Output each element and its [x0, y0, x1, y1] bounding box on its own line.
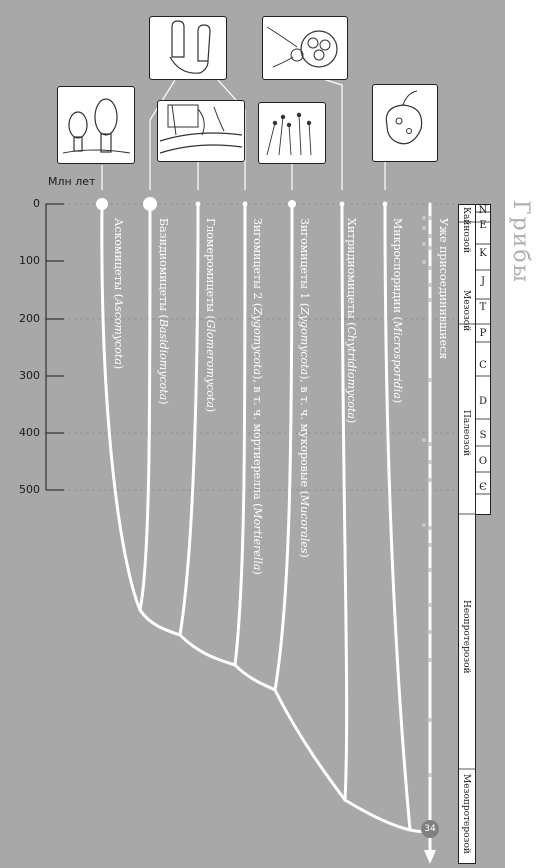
label-latin: Basidiomycota	[157, 318, 170, 401]
era-neoproterozoic: Неопротерозой	[461, 600, 471, 674]
tick-label-300: 300	[19, 369, 40, 382]
chytrid-illustration	[372, 84, 438, 162]
label-name: Гломеромицеты	[204, 218, 217, 312]
label-name: Зигомицеты 1	[298, 218, 311, 300]
period-c: C	[479, 360, 487, 371]
tick-label-400: 400	[19, 426, 40, 439]
period-cambrian: Є	[479, 482, 487, 493]
label-name: Базидиомицеты	[157, 218, 170, 312]
dot	[428, 234, 432, 238]
node-zygo1	[288, 200, 296, 208]
axis-ticks	[46, 204, 64, 490]
dot	[428, 442, 432, 446]
dot	[422, 438, 426, 442]
dot	[422, 260, 426, 264]
label-joined	[438, 218, 449, 359]
branch-zygo1	[275, 204, 292, 690]
period-o: O	[478, 456, 488, 467]
tick-label-200: 200	[19, 312, 40, 325]
dot	[422, 226, 426, 230]
tick-label-0: 0	[33, 197, 40, 210]
label-glomeromycetes: Гломеромицеты (Glomeromycota)	[204, 218, 217, 413]
period-j: J	[480, 276, 485, 287]
period-n: N	[478, 205, 488, 216]
branch-zygo2	[235, 204, 245, 665]
dot	[422, 216, 426, 220]
dot	[428, 478, 432, 482]
dot	[428, 773, 432, 777]
label-zygo1: Зигомицеты 1 (Zygomycota), в т. ч. мукоровые (Mucorales)	[298, 218, 311, 558]
label-latin: Zygomycota	[251, 307, 264, 376]
label-name: Зигомицеты 2	[251, 218, 264, 300]
branch-basidiomycetes	[140, 204, 150, 610]
label-sub-latin: Mucorales	[298, 494, 311, 554]
period-d: D	[478, 396, 488, 407]
dot	[428, 718, 432, 722]
era-mesoproterozoic: Мезопротерозой	[461, 774, 471, 854]
label-ascomycetes: Аскомицеты (Ascomycota)	[112, 218, 125, 370]
zygospore-illustration	[262, 16, 348, 80]
dot	[428, 266, 432, 270]
node-micro	[383, 202, 388, 207]
branch-dikarya	[140, 610, 180, 635]
glomeromycetes-illustration	[157, 100, 245, 162]
dot	[428, 283, 432, 287]
branch-node-6	[345, 800, 410, 830]
dot	[422, 242, 426, 246]
label-suffix: , в т. ч. мортиерелла	[251, 379, 264, 500]
period-t: T	[479, 302, 487, 313]
label-latin: Glomeromycota	[204, 319, 217, 408]
chytrid-cell-icon	[373, 85, 436, 160]
node-basidiomycetes	[143, 197, 157, 211]
node-glomeromycetes	[196, 202, 201, 207]
branch-glomeromycetes	[180, 204, 198, 635]
dot	[428, 603, 432, 607]
group-title: Грибы	[508, 200, 533, 285]
branch-node-4	[235, 665, 275, 690]
dot	[428, 460, 432, 464]
dot	[428, 543, 432, 547]
node-zygo2	[243, 202, 248, 207]
tip-nodes	[96, 197, 388, 211]
dot	[428, 526, 432, 530]
root-hyphae-icon	[158, 101, 243, 160]
basidia-icon	[150, 17, 225, 78]
label-name: Хитридиомицеты	[345, 218, 358, 319]
label-name: Уже присоединившиеся	[437, 218, 450, 360]
zygomycetes-illustration	[258, 102, 326, 164]
dot	[428, 630, 432, 634]
label-micro: Микроспоридии (Microsporidia)	[391, 218, 404, 404]
dot	[422, 523, 426, 527]
label-latin: Chytridiomycota	[345, 326, 358, 419]
era-paleozoic: Палеозой	[461, 410, 471, 457]
node-count-badge: 34	[421, 820, 439, 838]
axis-title: Млн лет	[48, 175, 96, 188]
ascomycetes-illustration	[57, 86, 135, 164]
dot	[428, 568, 432, 572]
tick-label-100: 100	[19, 254, 40, 267]
label-suffix: , в т. ч. мукоровые	[298, 379, 311, 488]
label-name: Аскомицеты	[112, 218, 125, 291]
dot	[428, 216, 432, 220]
dot	[428, 658, 432, 662]
period-e: E	[479, 220, 487, 231]
label-name: Микроспоридии	[391, 218, 404, 314]
branch-node-5	[275, 690, 345, 800]
period-k: K	[479, 248, 487, 259]
sporangia-icon	[259, 103, 324, 162]
label-sub-latin: Mortierella	[251, 507, 264, 571]
tick-label-500: 500	[19, 483, 40, 496]
era-mesozoic: Мезозой	[461, 290, 471, 332]
arrow-tip	[424, 850, 436, 864]
label-zygo2: Зигомицеты 2 (Zygomycota), в т. ч. мортиерелла (Mortierella)	[251, 218, 264, 575]
label-basidiomycetes: Базидиомицеты (Basidiomycota)	[157, 218, 170, 405]
dot	[428, 378, 432, 382]
dot	[428, 298, 432, 302]
era-cenozoic: Кайнозой	[461, 207, 471, 254]
node-ascomycetes	[96, 198, 108, 210]
label-latin: Microsporidia	[391, 320, 404, 399]
period-s: S	[479, 430, 487, 441]
label-latin: Ascomycota	[112, 298, 125, 365]
basidiomycetes-illustration	[149, 16, 227, 80]
zygospore-icon	[263, 17, 346, 78]
label-chytrid: Хитридиомицеты (Chytridiomycota)	[345, 218, 358, 424]
tree-branches	[102, 204, 430, 850]
label-latin: Zygomycota	[298, 307, 311, 376]
period-p: P	[479, 328, 487, 339]
morel-mushroom-icon	[58, 87, 133, 162]
branch-node-3	[180, 635, 235, 665]
node-chytrid	[340, 202, 345, 207]
dot	[428, 246, 432, 250]
